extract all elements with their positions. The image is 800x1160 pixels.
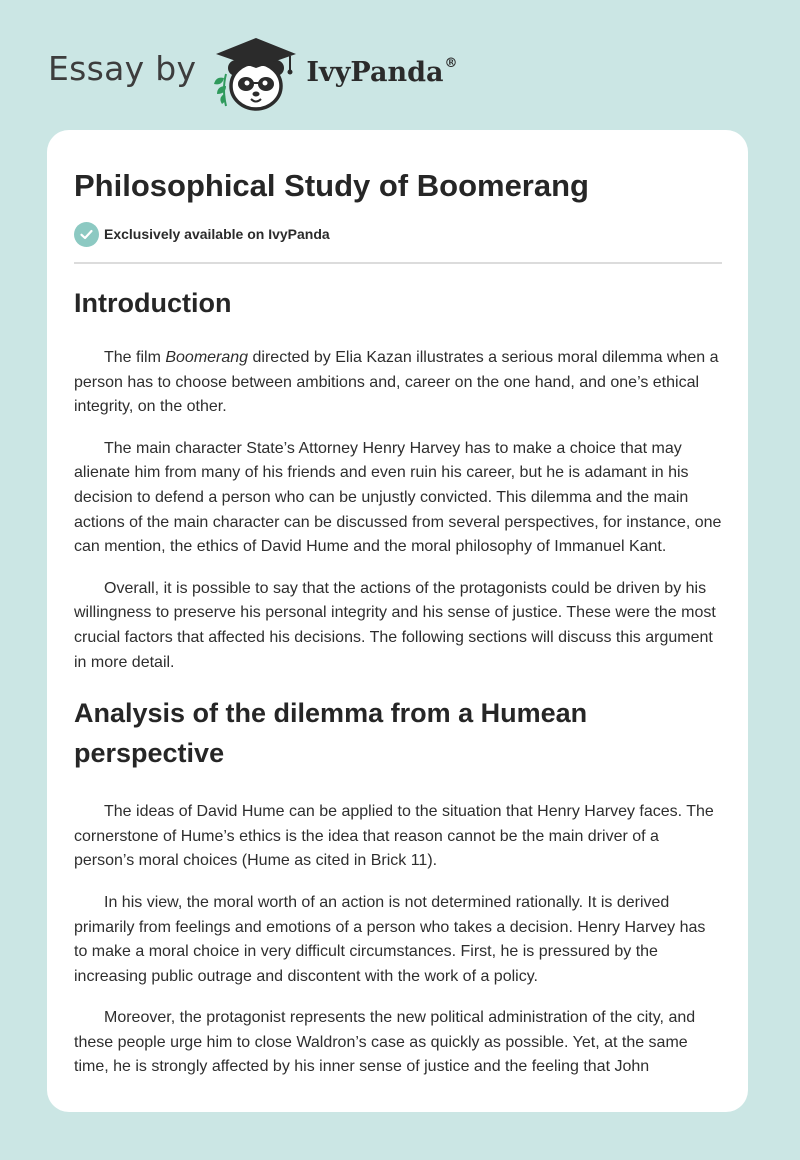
exclusive-badge: [74, 221, 722, 247]
registered-mark: ®: [444, 55, 458, 71]
section-heading-introduction: Introduction: [74, 288, 232, 318]
paragraph: In his view, the moral worth of an action is not determined rationally. It is derived primarily from feelings and emotions of a person who takes a decision. Henry Harvey has to make a moral choice in very difficult circumstances. First, he is pressured by the increasing public outrage and discontent with the work of a policy.: [74, 893, 706, 985]
paragraph: Overall, it is possible to say that the actions of the protagonists could be driven by his willingness to preserve his personal integrity and his sense of justice. These were the most crucial factors that affected his decisions. The following sections will discuss this argument in more detail.: [74, 579, 716, 671]
page-title: Philosophical Study of Boomerang: [74, 168, 589, 203]
check-circle-icon: [74, 222, 99, 247]
paragraph: Moreover, the protagonist represents the new political administration of the city, and these people urge him to close Waldron’s case as quickly as possible. Yet, at the same time, he is strongly affected by his inner sense of justice and the feeling that John: [74, 1009, 696, 1076]
film-title-emphasis: Boomerang: [165, 349, 249, 366]
paragraph: The film Boomerang directed by Elia Kazan illustrates a serious moral dilemma when a person has to choose between ambitions and, career on the one hand, and one’s ethical integrity, on the other.: [74, 349, 719, 416]
site-header: [48, 34, 457, 114]
essay-by-label: Essay by: [48, 48, 197, 88]
paragraph: The ideas of David Hume can be applied to the situation that Henry Harvey faces. The cornerstone of Hume’s ethics is the idea that reason cannot be the main driver of a person’s moral choices (Hume as cited in Brick 11).: [74, 803, 714, 870]
exclusive-label: Exclusively available on IvyPanda: [104, 226, 330, 242]
essay-card: [47, 130, 748, 1112]
divider: [74, 262, 722, 264]
paragraph: The main character State’s Attorney Henry Harvey has to make a choice that may alienate him from many of his friends and even ruin his career, but he is adamant in his decision to defend a person who can be unjustly convicted. This dilemma and the main actions of the main character can be discussed from several perspectives, for instance, one can mention, the ethics of David Hume and the moral philosophy of Immanuel Kant.: [74, 439, 722, 556]
brand-name[interactable]: IvyPanda®: [306, 55, 458, 88]
panda-graduation-cap-icon[interactable]: [210, 34, 298, 114]
section-heading-analysis: Analysis of the dilemma from a Humean perspective: [74, 698, 588, 769]
